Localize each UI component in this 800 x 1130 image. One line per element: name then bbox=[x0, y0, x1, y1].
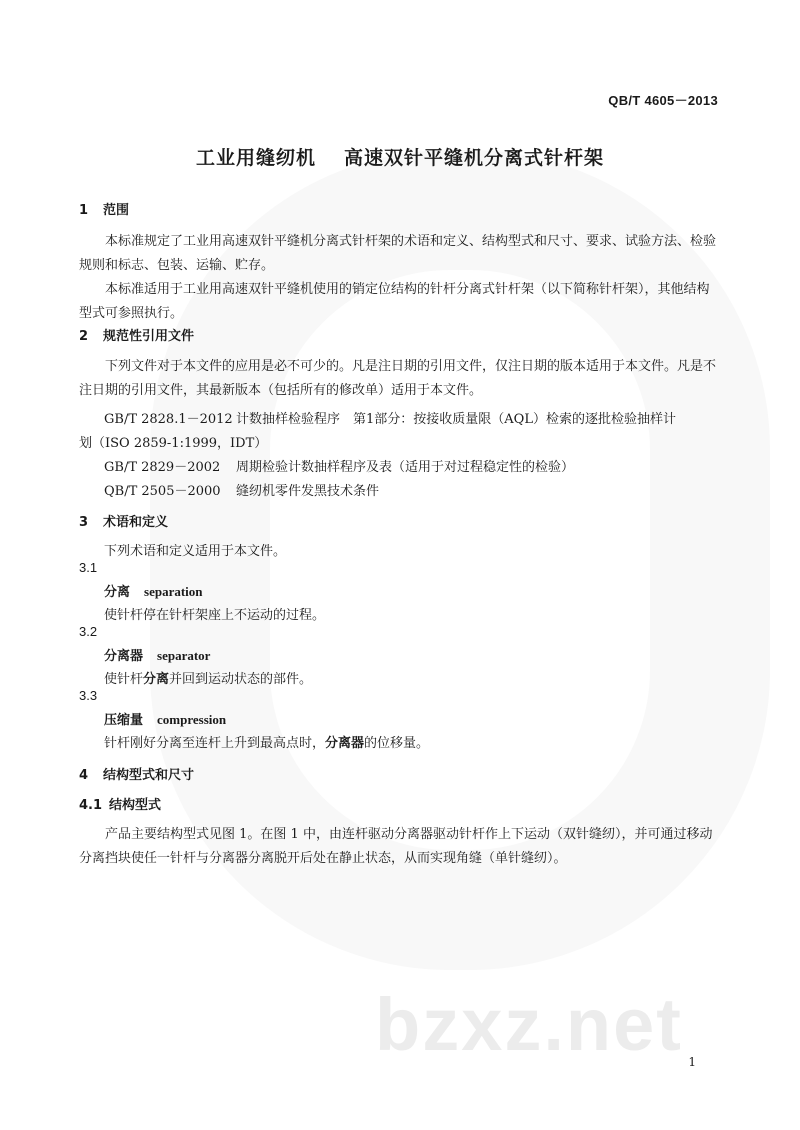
section-4-1-heading: 4.1 结构型式 bbox=[79, 798, 162, 813]
term-3-3-definition: 针杆刚好分离至连杆上升到最高点时，分离器的位移量。 bbox=[104, 736, 430, 751]
term-3-3: 压缩量 compression bbox=[104, 712, 227, 728]
title-part2: 高速双针平缝机分离式针杆架 bbox=[344, 147, 605, 169]
section-3-heading: 3 术语和定义 bbox=[79, 515, 169, 530]
section-1-para-1: 本标准规定了工业用高速双针平缝机分离式针杆架的术语和定义、结构型式和尺寸、要求、试验方法、检验规则和标志、包装、运输、贮存。 bbox=[79, 234, 717, 273]
term-3-2-number: 3.2 bbox=[79, 624, 98, 639]
standard-number: QB/T 4605－2013 bbox=[608, 93, 718, 108]
term-3-1-definition: 使针杆停在针杆架座上不运动的过程。 bbox=[104, 608, 326, 623]
reference-3: QB/T 2505－2000 缝纫机零件发黑技术条件 bbox=[104, 484, 380, 499]
reference-1-continuation: 划（ISO 2859-1:1999，IDT） bbox=[79, 436, 268, 451]
term-3-2-definition: 使针杆分离并回到运动状态的部件。 bbox=[104, 672, 313, 687]
section-4-1-para: 产品主要结构型式见图 1。在图 1 中，由连杆驱动分离器驱动针杆作上下运动（双针缝纫），并可通过移动分离挡块使任一针杆与分离器分离脱开后处在静止状态，从而实现角缝（单针缝纫）。 bbox=[79, 827, 713, 866]
term-3-1: 分离 separation bbox=[104, 584, 203, 600]
section-2-para-1: 下列文件对于本文件的应用是必不可少的。凡是注日期的引用文件，仅注日期的版本适用于本文件。凡是不注日期的引用文件，其最新版本（包括所有的修改单）适用于本文件。 bbox=[79, 359, 717, 398]
term-3-2: 分离器 separator bbox=[104, 648, 211, 664]
reference-1: GB/T 2828.1－2012 计数抽样检验程序 第1部分：按接收质量限（AQL）检索的逐批检验抽样计 bbox=[104, 412, 676, 427]
reference-2: GB/T 2829－2002 周期检验计数抽样程序及表（适用于对过程稳定性的检验） bbox=[104, 460, 575, 475]
section-1-heading: 1 范围 bbox=[79, 203, 130, 218]
document-title bbox=[0, 143, 800, 170]
term-3-1-number: 3.1 bbox=[79, 560, 98, 575]
section-3-intro: 下列术语和定义适用于本文件。 bbox=[104, 544, 287, 559]
term-3-3-number: 3.3 bbox=[79, 688, 98, 703]
section-1-para-2: 本标准适用于工业用高速双针平缝机使用的销定位结构的针杆分离式针杆架（以下简称针杆架），其他结构型式可参照执行。 bbox=[79, 282, 710, 321]
title-part1: 工业用缝纫机 bbox=[195, 147, 316, 169]
section-4-heading: 4 结构型式和尺寸 bbox=[79, 768, 195, 783]
page-number: 1 bbox=[688, 1055, 696, 1069]
section-2-heading: 2 规范性引用文件 bbox=[79, 329, 195, 344]
site-watermark: bzxz.net bbox=[375, 983, 683, 1066]
